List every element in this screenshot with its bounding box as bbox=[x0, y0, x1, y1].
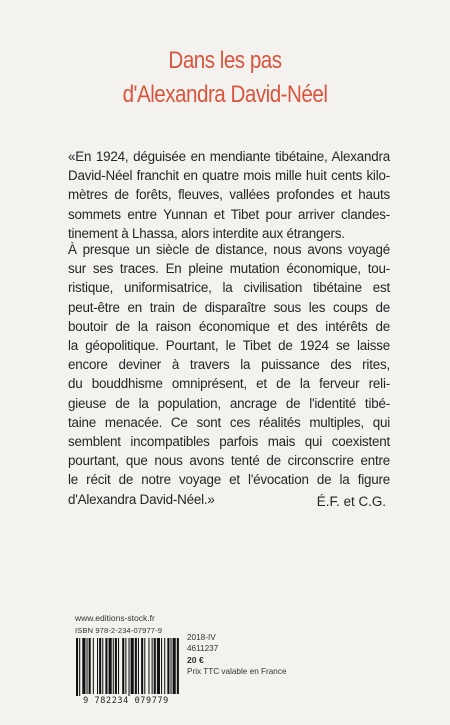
barcode-bar bbox=[129, 638, 130, 698]
blurb-line: semblent incompatibles parfois mais qui coexistent bbox=[68, 434, 390, 450]
barcode-bar bbox=[89, 638, 91, 694]
product-code: 4611237 bbox=[187, 644, 219, 654]
barcode bbox=[70, 638, 182, 710]
barcode-bar bbox=[138, 638, 139, 694]
barcode-bar bbox=[115, 638, 117, 694]
barcode-bar bbox=[131, 638, 134, 694]
barcode-bar bbox=[141, 638, 143, 694]
blurb-line: boutoir de la raison économique et des intérêts de bbox=[68, 318, 390, 334]
blurb-paragraph-1 bbox=[68, 147, 390, 243]
price-note: Prix TTC valable en France bbox=[187, 666, 287, 676]
barcode-bar bbox=[164, 638, 165, 694]
blurb-line: «En 1924, déguisée en mendiante tibétaine, Alexandra bbox=[68, 149, 390, 164]
blurb-line: sur ses traces. En pleine mutation économique, tou- bbox=[68, 261, 390, 277]
barcode-bar bbox=[171, 638, 172, 694]
title-line-1: Dans les pas bbox=[168, 47, 282, 74]
blurb-line: David-Néel franchit en quatre mois mille huit cents kilo- bbox=[68, 168, 390, 184]
barcode-bar bbox=[148, 638, 149, 694]
book-title bbox=[32, 44, 419, 112]
blurb-line: ristique, uniformisatrice, la civilisation tibétaine est bbox=[68, 280, 390, 296]
barcode-bar bbox=[93, 638, 94, 694]
blurb-line: gieuse de la population, ancrage de l'identité tibé- bbox=[68, 395, 390, 411]
blurb-line: peut-être en train de disparaître sous les coups de bbox=[68, 299, 390, 315]
blurb-line: le récit de notre voyage et l'évocation de la figure bbox=[68, 472, 390, 488]
barcode-number: 9 782234 079779 bbox=[70, 696, 182, 706]
blurb-line: mètres de forêts, fleuves, vallées profondes et hauts bbox=[68, 187, 390, 203]
blurb-line: d'Alexandra David-Néel.» bbox=[68, 491, 215, 507]
blurb-line: pourtant, que nous avons tenté de circonscrire entre bbox=[68, 453, 390, 469]
title-line-2: d'Alexandra David-Néel bbox=[122, 81, 328, 108]
barcode-bar bbox=[102, 638, 103, 694]
author-signature: É.F. et C.G. bbox=[316, 494, 386, 509]
barcode-bar bbox=[135, 638, 137, 694]
barcode-bar bbox=[87, 638, 88, 694]
blurb-line: tinement à Lhassa, alors interdite aux étrangers. bbox=[68, 225, 345, 241]
blurb-line: du bouddhisme omniprésent, et de la ferveur reli- bbox=[68, 376, 390, 392]
barcode-bar bbox=[125, 638, 126, 694]
barcode-bar bbox=[118, 638, 119, 694]
barcode-bar bbox=[79, 638, 80, 698]
barcode-bar bbox=[105, 638, 107, 694]
edition-code: 2018-IV bbox=[187, 633, 216, 642]
barcode-bar bbox=[154, 638, 156, 694]
barcode-bar bbox=[99, 638, 101, 694]
blurb-line: encore deviner à travers la puissance des rites, bbox=[68, 357, 390, 373]
barcode-bar bbox=[109, 638, 112, 694]
barcode-bar bbox=[113, 638, 114, 694]
blurb-line: la géopolitique. Pourtant, le Tibet de 1924 se laisse bbox=[68, 338, 390, 354]
barcode-bar bbox=[157, 638, 160, 694]
publisher-website[interactable]: www.editions-stock.fr bbox=[75, 613, 155, 623]
barcode-bar bbox=[82, 638, 85, 694]
barcode-bar bbox=[161, 638, 162, 694]
barcode-bar bbox=[167, 638, 169, 694]
barcode-icon bbox=[70, 638, 182, 698]
barcode-bar bbox=[122, 638, 124, 694]
isbn-label: ISBN 978-2-234-07977-9 bbox=[75, 626, 163, 635]
barcode-bar bbox=[152, 638, 153, 694]
barcode-bar bbox=[173, 638, 176, 694]
barcode-bar bbox=[76, 638, 78, 698]
blurb-line: taine menacée. Ce sont ces réalités multiples, qui bbox=[68, 414, 390, 430]
price: 20 € bbox=[187, 654, 204, 665]
blurb-line: À presque un siècle de distance, nous avons voyagé bbox=[68, 242, 390, 257]
blurb-line: sommets entre Yunnan et Tibet pour arriver clandes- bbox=[68, 206, 390, 222]
barcode-bar bbox=[97, 638, 98, 694]
blurb-paragraph-2 bbox=[68, 240, 390, 509]
price-block bbox=[187, 632, 287, 677]
barcode-bar bbox=[177, 638, 179, 694]
barcode-bar bbox=[144, 638, 145, 694]
